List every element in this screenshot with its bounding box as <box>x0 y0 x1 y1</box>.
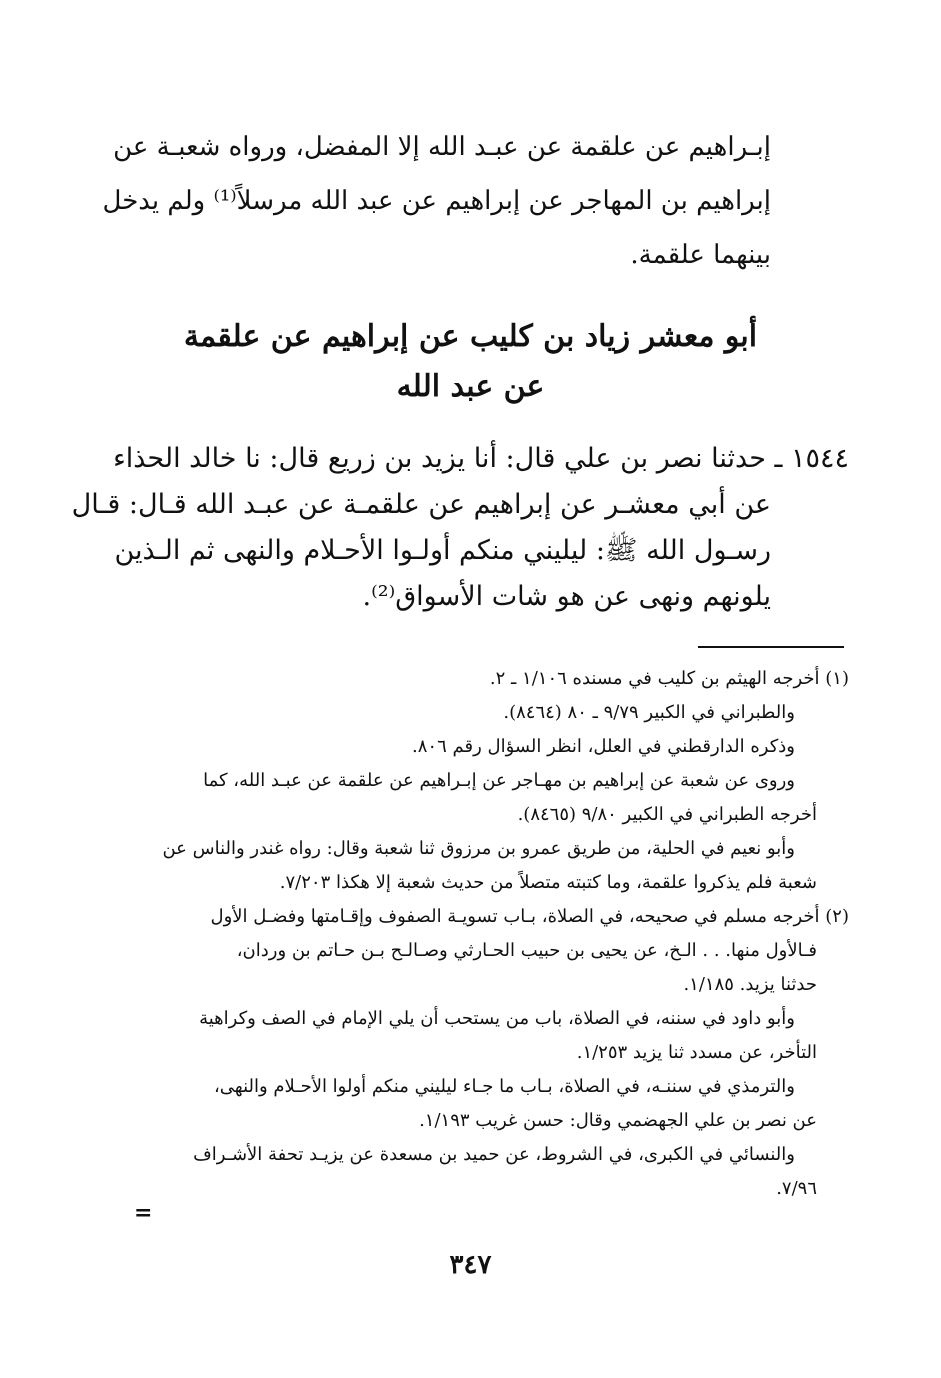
footnote-line: حدثنا يزيد. ١/١٨٥. <box>683 974 817 995</box>
footnote-line: عن نصر بن علي الجهضمي وقال: حسن غريب ١/١٩٣. <box>419 1110 817 1131</box>
footnote-line: ٧/٩٦. <box>776 1178 817 1199</box>
continuation-mark: = <box>134 1200 153 1226</box>
footnote-line: شعبة فلم يذكروا علقمة، وما كتبته متصلاً من حديث شعبة إلا هكذا ٧/٢٠٣. <box>279 872 817 893</box>
hadith-line: يلونهم ونهى عن هو شات الأسواق⁽²⁾. <box>362 581 771 612</box>
section-heading-line: عن عبد الله <box>396 369 545 404</box>
intro-line: إبـراهيم عن علقمة عن عبـد الله إلا المفضل، ورواه شعبـة عن <box>113 132 771 162</box>
footnote-line: فـالأول منها. . . الـخ، عن يحيى بن حبيب الحـارثي وصـالـح بـن حـاتم بن وردان، <box>236 940 817 961</box>
footnote-divider <box>698 646 844 648</box>
footnote-line: (٢) أخرجه مسلم في صحيحه، في الصلاة، بـاب تسويـة الصفوف وإقـامتها وفضـل الأول <box>210 906 849 927</box>
footnote-line: والنسائي في الكبرى، في الشروط، عن حميد بن مسعدة عن يزيـد تحفة الأشـراف <box>193 1144 795 1165</box>
intro-paragraph <box>102 120 771 282</box>
hadith-line: عن أبي معشـر عن إبراهيم عن علقمـة عن عبـد الله قـال: قـال <box>71 489 771 520</box>
page-number: ٣٤٧ <box>449 1250 492 1280</box>
footnote-line: (١) أخرجه الهيثم بن كليب في مسنده ١/١٠٦ ـ ٢. <box>489 668 849 689</box>
section-heading-line: أبو معشر زياد بن كليب عن إبراهيم عن علقمة <box>183 319 758 354</box>
footnote-line: وروى عن شعبة عن إبراهيم بن مهـاجر عن إبـراهيم عن علقمة عن عبـد الله، كما <box>203 770 795 791</box>
footnote-line: أخرجه الطبراني في الكبير ٩/٨٠ (٨٤٦٥). <box>517 804 817 825</box>
footnote-line: وأبو داود في سننه، في الصلاة، باب من يستحب أن يلي الإمام في الصف وكراهية <box>199 1008 795 1029</box>
footnote-line: وأبو نعيم في الحلية، من طريق عمرو بن مرزوق ثنا شعبة وقال: رواه غندر والناس عن <box>162 838 795 859</box>
hadith-line: ١٥٤٤ ـ حدثنا نصر بن علي قال: أنا يزيد بن زريع قال: نا خالد الحذاء <box>113 443 849 474</box>
footnote-line: التأخر، عن مسدد ثنا يزيد ١/٢٥٣. <box>576 1042 817 1063</box>
intro-line: إبراهيم بن المهاجر عن إبراهيم عن عبد الله مرسلاً⁽¹⁾ ولم يدخل <box>102 186 771 216</box>
hadith-text <box>71 436 849 620</box>
section-heading <box>150 312 791 412</box>
intro-line: بينهما علقمة. <box>630 240 771 270</box>
footnote-line: وذكره الدارقطني في العلل، انظر السؤال رقم ٨٠٦. <box>412 736 795 757</box>
hadith-line: رسـول الله ﷺ: ليليني منكم أولـوا الأحـلام والنهى ثم الـذين <box>114 535 771 566</box>
footnote-line: والطبراني في الكبير ٩/٧٩ ـ ٨٠ (٨٤٦٤). <box>503 702 795 723</box>
footnotes <box>150 662 849 1206</box>
footnote-line: والترمذي في سننـه، في الصلاة، بـاب ما جـاء ليليني منكم أولوا الأحـلام والنهى، <box>213 1076 795 1097</box>
